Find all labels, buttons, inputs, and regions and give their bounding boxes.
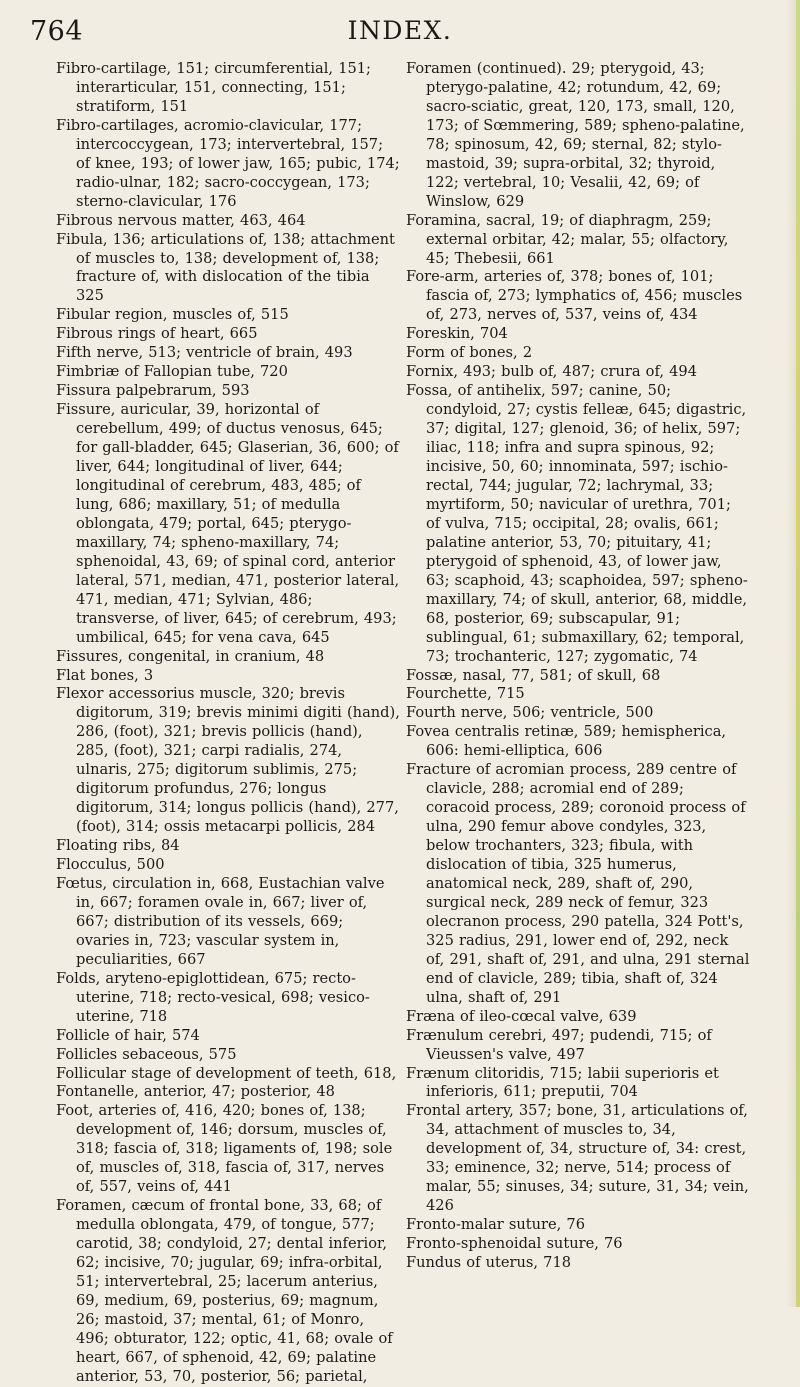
index-entry: Form of bones, 2 (406, 344, 533, 362)
index-entry: Fibrous rings of heart, 665 (56, 325, 258, 343)
index-entry: Fronto-sphenoidal suture, 76 (406, 1235, 623, 1253)
index-entry: Fibrous nervous matter, 463, 464 (56, 211, 306, 229)
index-entry: Fræna of ileo-cœcal valve, 639 (406, 1007, 637, 1025)
index-entry: Fornix, 493; bulb of, 487; crura of, 494 (406, 363, 697, 381)
index-entry: Foramen, cæcum of frontal bone, 33, 68; of medulla oblongata, 479, of tongue, 577; carotid, 38; condyloid, 27; dental inferior, 62; incisive, 70; jugular, 69; infra-orbital, 51; intervertebral, 25; lacerum anterius, 69, medium, 69, posterius, 69; magnum, 26; mastoid, 37; mental, 61; of Monro, 496; obturator, 122; optic, 41, 68; ovale of heart, 667, of sphenoid, 42, 69; palatine anterior, 53, 70, posterior, 56; parietal, (56, 1197, 393, 1385)
index-entry: Fossæ, nasal, 77, 581; of skull, 68 (406, 666, 661, 684)
index-entry: Foreskin, 704 (406, 325, 508, 343)
index-entry: Fibro-cartilages, acromio-clavicular, 177; intercoccygean, 173; intervertebral, 157; of knee, 193; of lower jaw, 165; pubic, 174; radio-ulnar, 182; sacro-coccygean, 173; sterno-clavicular, 176 (56, 116, 400, 210)
index-entry: Frontal artery, 357; bone, 31, articulations of, 34, attachment of muscles to, 34, development of, 34, structure of, 34: crest, 33; eminence, 32; nerve, 514; process of malar, 55; sinuses, 34; suture, 31, 34; vein, 426 (406, 1102, 749, 1215)
index-entry: Fissura palpebrarum, 593 (56, 382, 250, 400)
index-entry: Frænulum cerebri, 497; pudendi, 715; of Vieussen's valve, 497 (406, 1026, 712, 1063)
index-entry: Flat bones, 3 (56, 666, 154, 684)
index-entry: Fimbriæ of Fallopian tube, 720 (56, 363, 288, 381)
index-entry: Folds, aryteno-epiglottidean, 675; recto-uterine, 718; recto-vesical, 698; vesico-uterine, 718 (56, 969, 370, 1025)
index-entry: Fœtus, circulation in, 668, Eustachian valve in, 667; foramen ovale in, 667; liver of, 667; distribution of its vessels, 669; ovaries in, 723; vascular system in, peculiarities, 667 (56, 874, 385, 968)
index-entry: Foramen (continued). 29; pterygoid, 43; pterygo-palatine, 42; rotundum, 42, 69; sacro-sciatic, great, 120, 173, small, 120, 173; of Sœmmering, 589; spheno-palatine, 78; spinosum, 42, 69; sternal, 82; stylo-mastoid, 39; supra-orbital, 32; thyroid, 122; vertebral, 10; Vesalii, 42, 69; of Winslow, 629 (406, 60, 745, 210)
index-entry: Fracture of acromian process, 289 centre of clavicle, 288; acromial end of 289; coracoid process, 289; coronoid process of ulna, 290 femur above condyles, 323, below trochanters, 323; fibula, with dislocation of tibia, 325 humerus, anatomical neck, 289, shaft of, 290, surgical neck, 289 neck of femur, 323 olecranon process, 290 patella, 324 Pott's, 325 radius, 291, lower end of, 292, neck of, 291, shaft of, 291, and ulna, 291 sternal end of clavicle, 289; tibia, shaft of, 324 ulna, shaft of, 291 (406, 761, 750, 1006)
index-entry: Follicle of hair, 574 (56, 1026, 200, 1044)
index-entry: Fibula, 136; articulations of, 138; attachment of muscles to, 138; development of, 138; fracture of, with dislocation of the tibia 325 (56, 230, 395, 305)
index-entry: Fifth nerve, 513; ventricle of brain, 493 (56, 344, 353, 362)
index-entry: Flexor accessorius muscle, 320; brevis digitorum, 319; brevis minimi digiti (hand), 286, (foot), 321; brevis pollicis (hand), 285, (foot), 321; carpi radialis, 274, ulnaris, 275; digitorum sublimis, 275; digitorum profundus, 276; longus digitorum, 314; longus pollicis (hand), 277, (foot), 314; ossis metacarpi pollicis, 284 (56, 685, 400, 836)
page-number: 764 (30, 16, 84, 47)
index-entry: Fossa, of antihelix, 597; canine, 50; condyloid, 27; cystis felleæ, 645; digastric, 37; digital, 127; glenoid, 36; of helix, 597; iliac, 118; infra and supra spinous, 92; incisive, 50, 60; innominata, 597; ischio-rectal, 744; jugular, 72; lachrymal, 33; myrtiform, 50; navicular of urethra, 701; of vulva, 715; occipital, 28; ovalis, 661; palatine anterior, 53, 70; pituitary, 41; pterygoid of sphenoid, 43, of lower jaw, 63; scaphoid, 43; scaphoidea, 597; spheno-maxillary, 74; of skull, anterior, 68, middle, 68, posterior, 69; subscapular, 91; sublingual, 61; submaxillary, 62; temporal, 73; trochanteric, 127; zygomatic, 74 (406, 382, 748, 665)
index-entry: Fourchette, 715 (406, 685, 525, 703)
index-entry: Flocculus, 500 (56, 856, 165, 874)
index-entry: Foot, arteries of, 416, 420; bones of, 138; development of, 146; dorsum, muscles of, 318; fascia of, 318; ligaments of, 198; sole of, muscles of, 318, fascia of, 317, nerves of, 557, veins of, 441 (56, 1102, 393, 1196)
index-entry: Fronto-malar suture, 76 (406, 1216, 586, 1234)
index-entry: Frænum clitoridis, 715; labii superioris et inferioris, 611; preputii, 704 (406, 1064, 719, 1101)
index-entry: Fibro-cartilage, 151; circumferential, 151; interarticular, 151, connecting, 151; stratiform, 151 (56, 60, 371, 115)
index-entry: Fontanelle, anterior, 47; posterior, 48 (56, 1083, 335, 1101)
index-entry: Fissures, congenital, in cranium, 48 (56, 647, 325, 665)
index-column-left (56, 60, 400, 1387)
page-title: INDEX. (347, 16, 453, 45)
index-entry: Fore-arm, arteries of, 378; bones of, 101; fascia of, 273; lymphatics of, 456; muscles of, 273, nerves of, 537, veins of, 434 (406, 268, 743, 324)
index-entry: Fundus of uterus, 718 (406, 1254, 572, 1272)
index-column-right (406, 60, 750, 1273)
index-entry: Floating ribs, 84 (56, 837, 180, 855)
index-entry: Follicular stage of development of teeth, 618, (56, 1064, 397, 1082)
index-entry: Foramina, sacral, 19; of diaphragm, 259; external orbitar, 42; malar, 55; olfactory, 45; Thebesii, 661 (406, 211, 729, 267)
index-entry: Fibular region, muscles of, 515 (56, 306, 289, 324)
index-entry: Fourth nerve, 506; ventricle, 500 (406, 704, 654, 722)
index-entry: Fissure, auricular, 39, horizontal of cerebellum, 499; of ductus venosus, 645; for gall-bladder, 645; Glaserian, 36, 600; of liver, 644; longitudinal of liver, 644; longitudinal of cerebrum, 483, 485; of lung, 686; maxillary, 51; of medulla oblongata, 479; portal, 645; pterygo-maxillary, 74; spheno-maxillary, 74; sphenoidal, 43, 69; of spinal cord, anterior lateral, 571, median, 471, posterior lateral, 471, median, 471; Sylvian, 486; transverse, of liver, 645; of cerebrum, 493; umbilical, 645; for vena cava, 645 (56, 401, 400, 646)
page-edge-tint (796, 0, 800, 1307)
index-entry: Follicles sebaceous, 575 (56, 1045, 237, 1063)
index-entry: Fovea centralis retinæ, 589; hemispherica, 606: hemi-elliptica, 606 (406, 723, 727, 760)
